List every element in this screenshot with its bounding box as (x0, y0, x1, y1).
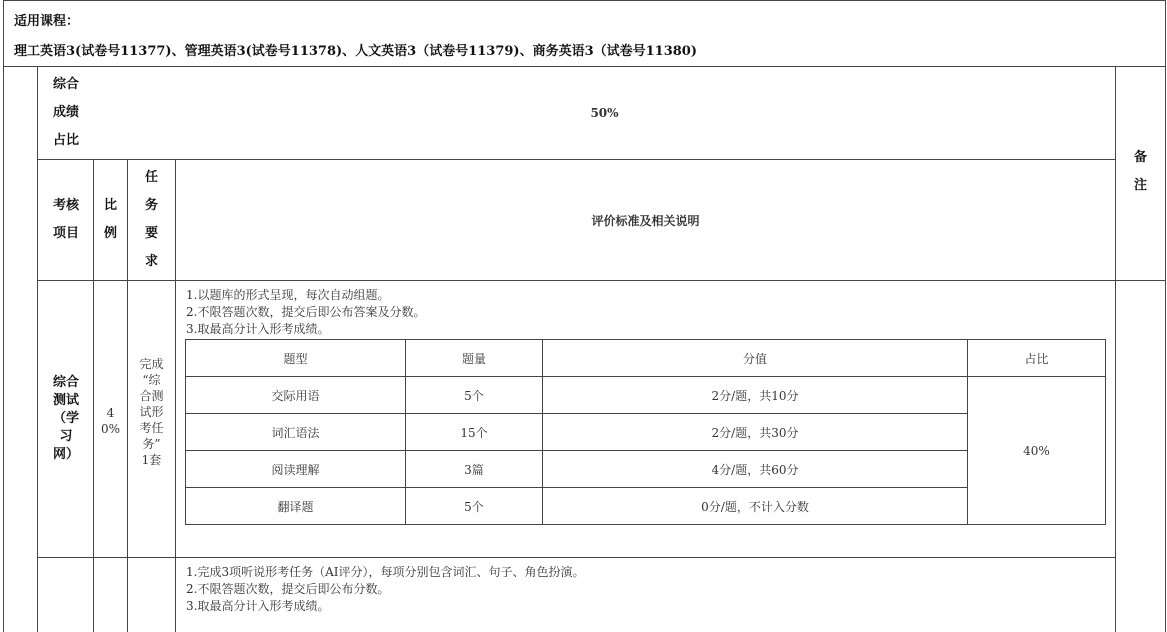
frame-right (1165, 0, 1166, 632)
score-table-header: 分值 (742, 351, 767, 366)
summary-value: 50% (590, 106, 619, 120)
score-value: 0分/题，不计入分数 (701, 499, 809, 514)
row-line-2 (37, 280, 1165, 281)
col-task-header: 任 务 要 求 (144, 170, 158, 269)
score-type: 词汇语法 (271, 425, 320, 440)
row1-ratio: 4 0% (100, 406, 121, 436)
row1-task: 完成 “综 合测 试形 考任 务” 1套 (139, 357, 164, 467)
score-table-header: 占比 (1024, 351, 1049, 366)
score-type: 翻译题 (277, 499, 314, 514)
row1-note: 2.不限答题次数，提交后即公布答案及分数。 (186, 305, 426, 319)
row2-note: 3.取最高分计入形考成绩。 (186, 599, 330, 613)
score-share: 40% (1023, 443, 1050, 458)
score-count: 5个 (464, 388, 484, 403)
summary-label: 综合 成绩 占比 (52, 77, 79, 148)
course-list: 理工英语3(试卷号11377)、管理英语3(试卷号11378)、人文英语3（试卷号11379)、商务英语3（试卷号11380) (14, 44, 697, 59)
score-value: 4分/题，共60分 (711, 462, 799, 477)
score-value: 2分/题，共10分 (711, 388, 799, 403)
col-item-header: 考核 项目 (52, 198, 79, 241)
score-count: 5个 (464, 499, 484, 514)
score-table-header: 题型 (283, 351, 308, 366)
frame-top (3, 0, 1166, 1)
col-ratio-header: 比 例 (103, 198, 117, 241)
score-table (185, 339, 1106, 525)
frame-left (3, 0, 4, 632)
score-type: 阅读理解 (271, 462, 320, 477)
row1-item: 综合 测试 （学 习 网） (52, 375, 79, 462)
row1-notes (186, 287, 425, 338)
col-criteria-header: 评价标准及相关说明 (591, 213, 700, 228)
row2-notes (186, 564, 585, 615)
course-label: 适用课程： (14, 14, 80, 29)
score-count: 15个 (460, 425, 488, 440)
score-count: 3篇 (464, 462, 484, 477)
row1-note: 1.以题库的形式呈现，每次自动组题。 (186, 288, 390, 302)
score-table-header: 题量 (461, 351, 486, 366)
row-line-3 (37, 557, 1116, 558)
remarks-label: 备 注 (1133, 150, 1147, 193)
score-type: 交际用语 (271, 388, 320, 403)
score-value: 2分/题，共30分 (711, 425, 799, 440)
row2-note: 2.不限答题次数，提交后即公布分数。 (186, 582, 390, 596)
row1-note: 3.取最高分计入形考成绩。 (186, 322, 330, 336)
row2-note: 1.完成3项听说形考任务（AI评分），每项分别包含词汇、句子、角色扮演。 (186, 565, 585, 579)
